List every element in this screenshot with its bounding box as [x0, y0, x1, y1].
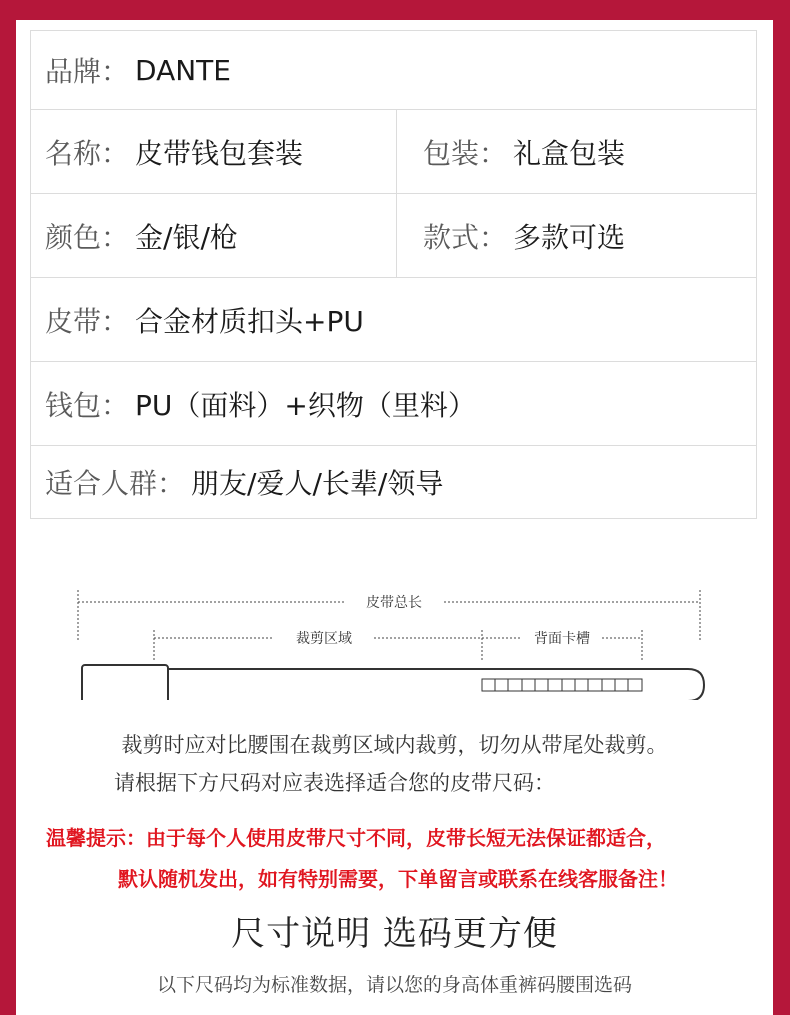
style-value: 多款可选: [513, 220, 626, 254]
belt-buckle: [82, 665, 168, 700]
wallet-value: PU（面料）+织物（里料）: [135, 388, 476, 422]
belt-value: 合金材质扣头+PU: [135, 304, 364, 338]
brand-label: 品牌：: [45, 55, 130, 88]
spec-row-audience: [31, 446, 756, 518]
package-label: 包装：: [423, 136, 508, 170]
name-label: 名称：: [45, 136, 130, 170]
content-panel: [16, 20, 773, 1015]
spec-row-wallet: [31, 362, 756, 446]
audience-value: 朋友/爱人/长辈/领导: [191, 467, 444, 500]
belt-strap: [168, 669, 704, 700]
color-value: 金/银/枪: [135, 220, 238, 254]
size-instruction: 请根据下方尺码对应表选择适合您的皮带尺码：: [114, 771, 555, 795]
package-value: 礼盒包装: [513, 136, 626, 170]
name-value: 皮带钱包套装: [135, 136, 304, 170]
total-length-label: 皮带总长: [366, 595, 422, 611]
wallet-label: 钱包：: [45, 388, 130, 422]
style-label: 款式：: [423, 220, 508, 254]
audience-label: 适合人群：: [45, 467, 186, 500]
belt-label: 皮带：: [45, 304, 130, 338]
size-subheading: 以下尺码均为标准数据，请以您的身高体重裤码腰围选码: [156, 974, 632, 996]
belt-diagram-svg: [74, 560, 710, 700]
color-label: 颜色：: [45, 220, 130, 254]
back-slot-label: 背面卡槽: [534, 631, 590, 647]
spec-row-belt: [31, 278, 756, 362]
brand-value: DANTE: [135, 53, 231, 87]
spec-row-color-style: [31, 194, 756, 278]
size-heading: 尺寸说明 选码更方便: [231, 914, 558, 954]
spec-row-name-package: [31, 110, 756, 194]
cut-instruction: 裁剪时应对比腰围在裁剪区域内裁剪，切勿从带尾处裁剪。: [121, 733, 668, 757]
warning-line-1: 温馨提示：由于每个人使用皮带尺寸不同，皮带长短无法保证都适合，: [46, 826, 666, 850]
belt-diagram: [74, 560, 710, 700]
spec-row-brand: [31, 31, 756, 110]
spec-table: [30, 30, 757, 519]
cut-area-label: 裁剪区域: [296, 631, 352, 647]
warning-line-2: 默认随机发出，如有特别需要，下单留言或联系在线客服备注！: [118, 867, 678, 891]
